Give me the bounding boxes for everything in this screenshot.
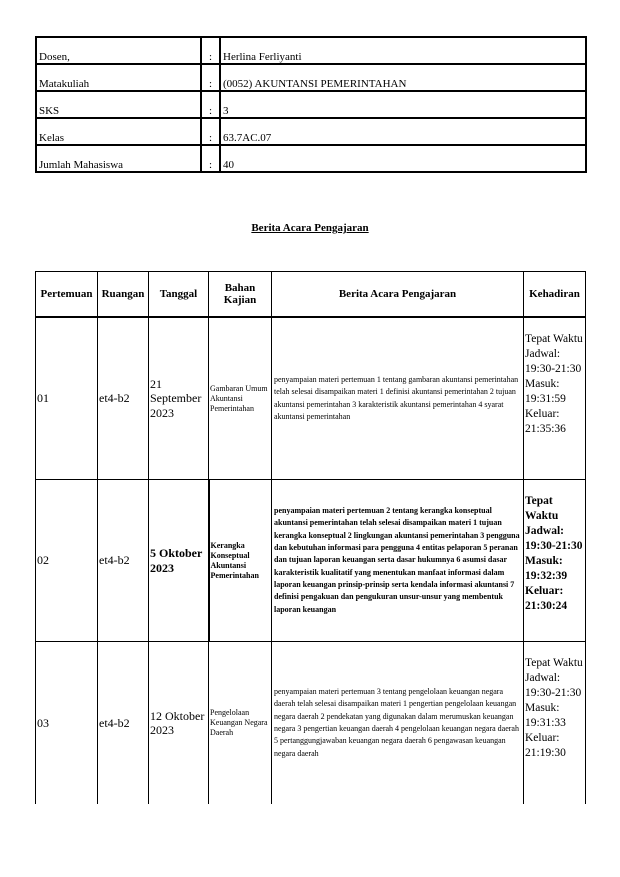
table-row [36,642,586,805]
info-row-jumlah-mahasiswa [36,145,586,172]
cell-ruangan: et4-b2 [98,317,149,480]
header-ruangan: Ruangan [98,272,149,318]
cell-tanggal: 5 Oktober 2023 [149,480,209,642]
info-colon: : [201,118,220,145]
info-row-dosen [36,37,586,64]
info-label: Kelas [36,118,201,145]
cell-tanggal: 21 September 2023 [149,317,209,480]
header-pertemuan: Pertemuan [36,272,98,318]
cell-pertemuan: 03 [36,642,98,805]
cell-tanggal: 12 Oktober 2023 [149,642,209,805]
info-value: 40 [220,145,586,172]
table-row [36,317,586,480]
info-label: SKS [36,91,201,118]
cell-kehadiran: Tepat Waktu Jadwal: 19:30-21:30 Masuk: 19:31:33 Keluar: 21:19:30 [524,642,586,805]
info-colon: : [201,37,220,64]
table-continuation-line [35,762,36,772]
info-value: 63.7AC.07 [220,118,586,145]
table-header-row [36,272,586,318]
info-colon: : [201,91,220,118]
info-value: Herlina Ferliyanti [220,37,586,64]
table-row [36,480,586,642]
header-bahan-kajian: Bahan Kajian [209,272,272,318]
cell-bahan-kajian: Pengelolaan Keuangan Negara Daerah [209,642,272,805]
info-colon: : [201,145,220,172]
cell-pertemuan: 02 [36,480,98,642]
cell-berita-acara: penyampaian materi pertemuan 2 tentang kerangka konseptual akuntansi pemerintahan telah selesai disampaikan materi 1 tujuan kerangka konseptual 2 lingkungan akuntansi pemerintahan 3 pengguna dan kebutuhan informasi para pengguna 4 entitas pelaporan 5 peranan dan tujuan laporan keuangan serta dasar hukumnya 6 asumsi dasar karakteristik kualitatif yang menentukan manfaat informasi dalam laporan keuangan prinsip-prinsip serta kendala informasi akuntansi 7 definisi pengakuan dan pengukuran unsur-unsur yang membentuk laporan keuangan [272,480,524,642]
info-row-sks [36,91,586,118]
info-value: 3 [220,91,586,118]
header-tanggal: Tanggal [149,272,209,318]
info-row-matakuliah [36,64,586,91]
page-title: Berita Acara Pengajaran [251,222,369,234]
cell-ruangan: et4-b2 [98,642,149,805]
info-value: (0052) AKUNTANSI PEMERINTAHAN [220,64,586,91]
info-label: Jumlah Mahasiswa [36,145,201,172]
course-info-table [35,36,587,173]
info-label: Dosen, [36,37,201,64]
cell-berita-acara: penyampaian materi pertemuan 1 tentang gambaran akuntansi pemerintahan telah selesai disampaikan materi 1 definisi akuntansi pemerintahan 2 tujuan akuntansi pemerintahan 3 karakteristik akuntansi pemerintahan 4 syarat akuntansi pemerintahan [272,317,524,480]
cell-bahan-kajian: Kerangka Konseptual Akuntansi Pemerintahan [209,480,272,642]
cell-berita-acara: penyampaian materi pertemuan 3 tentang pengelolaan keuangan negara daerah telah selesai disampaikan materi 1 pengertian pengelolaan keuangan negara daerah 2 pendekatan yang digunakan dalam merumuskan keuangan negara 3 pengertian keuangan daerah 4 pengelolaan keuangan negara daerah 5 pertanggungjawaban keuangan negara daerah 6 pengawasan keuangan negara daerah [272,642,524,805]
cell-pertemuan: 01 [36,317,98,480]
cell-bahan-kajian: Gambaran Umum Akuntansi Pemerintahan [209,317,272,480]
cell-kehadiran: Tepat Waktu Jadwal: 19:30-21:30 Masuk: 19:31:59 Keluar: 21:35:36 [524,317,586,480]
header-kehadiran: Kehadiran [524,272,586,318]
info-label: Matakuliah [36,64,201,91]
header-berita-acara: Berita Acara Pengajaran [272,272,524,318]
info-colon: : [201,64,220,91]
teaching-log-table [35,271,586,804]
cell-ruangan: et4-b2 [98,480,149,642]
info-row-kelas [36,118,586,145]
cell-kehadiran: Tepat Waktu Jadwal: 19:30-21:30 Masuk: 19:32:39 Keluar: 21:30:24 [524,480,586,642]
